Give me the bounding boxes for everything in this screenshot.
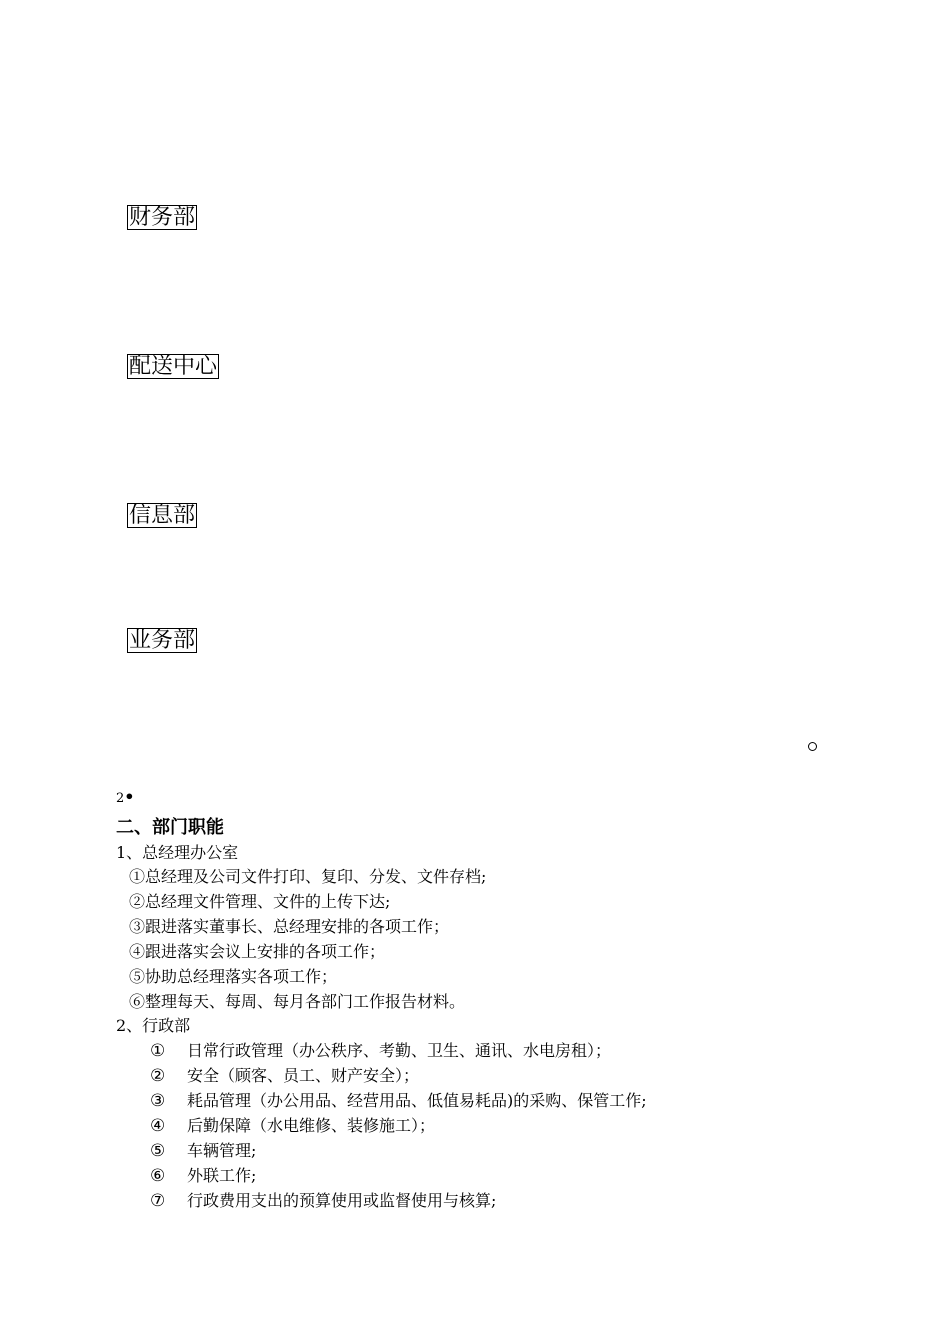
department-box-information: 信息部: [129, 503, 196, 528]
list-item-number: ⑦: [150, 1191, 166, 1211]
list-item-number: ③: [150, 1091, 166, 1111]
page-number-bullet: •: [124, 787, 135, 806]
list-item-text: 跟进落实董事长、总经理安排的各项工作；: [145, 917, 450, 936]
page-number-value: 2: [116, 791, 125, 806]
list-item: [150, 1065, 419, 1087]
list-item-number: ⑤: [129, 967, 146, 986]
list-item-number: ①: [129, 867, 146, 886]
department-box-business: 业务部: [129, 628, 196, 653]
list-item: [150, 1090, 647, 1112]
department-box-finance: 财务部: [129, 205, 196, 230]
list-item: [150, 1190, 496, 1212]
list-item-text: 耗品管理（办公用品、经营用品、低值易耗品)的采购、保管工作;: [187, 1091, 647, 1110]
list-item: [150, 1140, 256, 1162]
circle-mark-icon: [808, 742, 817, 751]
section-title: 二、部门职能: [116, 817, 224, 838]
list-item-number: ②: [150, 1066, 166, 1086]
list-item: [129, 941, 385, 963]
list-item: [129, 991, 465, 1013]
list-item: [150, 1165, 256, 1187]
list-item: [150, 1115, 435, 1137]
list-item-number: ⑥: [129, 992, 146, 1011]
list-item-number: ②: [129, 892, 146, 911]
list-item: [129, 891, 390, 913]
list-item-text: 后勤保障（水电维修、装修施工）；: [187, 1116, 436, 1135]
group-heading-gm-office: 1、总经理办公室: [116, 843, 239, 862]
list-item-number: ①: [150, 1041, 166, 1061]
list-item-text: 整理每天、每周、每月各部门工作报告材料。: [145, 992, 466, 1011]
list-item-number: ③: [129, 917, 146, 936]
list-item-number: ④: [129, 942, 146, 961]
list-item-text: 安全（顾客、员工、财产安全）；: [187, 1066, 420, 1085]
list-item: [129, 916, 449, 938]
list-item: [150, 1040, 611, 1062]
group-heading-admin: 2、行政部: [116, 1016, 191, 1035]
list-item-text: 行政费用支出的预算使用或监督使用与核算;: [187, 1191, 497, 1210]
list-item: [129, 866, 486, 888]
list-item-text: 外联工作;: [187, 1166, 257, 1185]
list-item-number: ⑥: [150, 1166, 166, 1186]
list-item-text: 协助总经理落实各项工作；: [145, 967, 338, 986]
page-number: [116, 788, 135, 808]
list-item-text: 总经理及公司文件打印、复印、分发、文件存档;: [145, 867, 487, 886]
list-item: [129, 966, 337, 988]
list-item-text: 跟进落实会议上安排的各项工作；: [145, 942, 386, 961]
list-item-number: ④: [150, 1116, 166, 1136]
list-item-number: ⑤: [150, 1141, 166, 1161]
list-item-text: 日常行政管理（办公秩序、考勤、卫生、通讯、水电房租）；: [187, 1041, 612, 1060]
list-item-text: 车辆管理;: [187, 1141, 257, 1160]
list-item-text: 总经理文件管理、文件的上传下达;: [145, 892, 391, 911]
department-box-distribution-center: 配送中心: [129, 354, 218, 379]
